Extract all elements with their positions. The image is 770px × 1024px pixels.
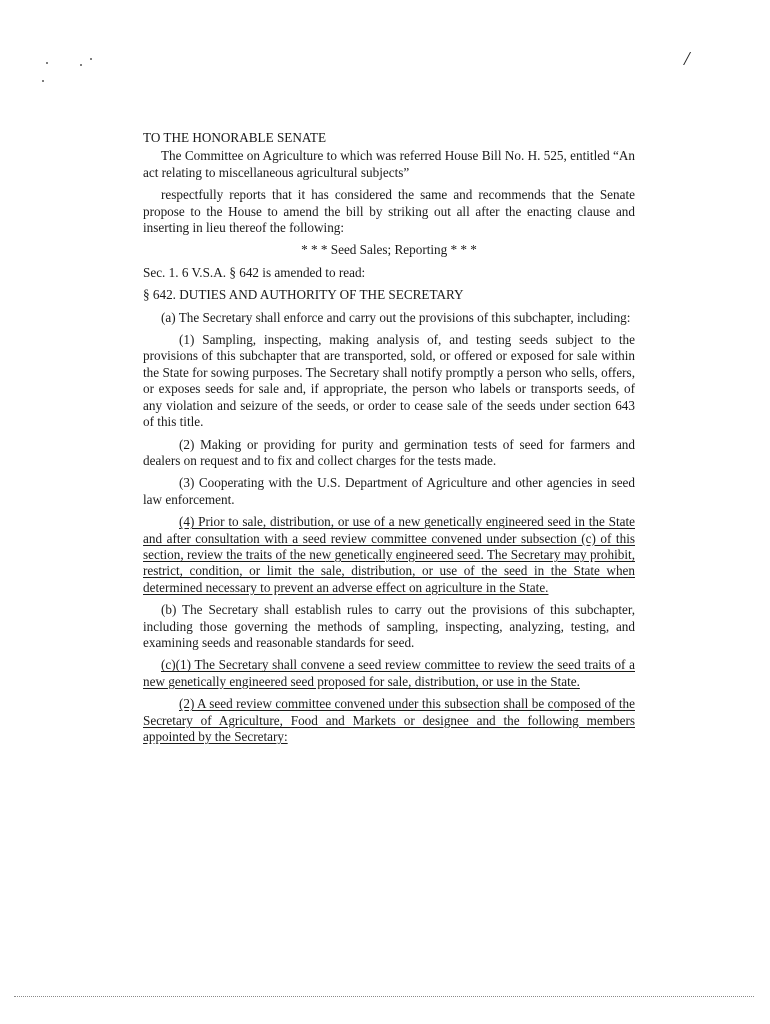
- section-title: * * * Seed Sales; Reporting * * *: [301, 242, 477, 258]
- scan-speck: [42, 80, 44, 82]
- para-c2: (2) A seed review committee convened under this subsection shall be composed of the Secretary of Agriculture, Food and Markets or designee and the following members appointed by the Secretary:: [143, 696, 635, 744]
- item-2: (2) Making or providing for purity and germination tests of seed for farmers and dealers on request and to fix and collect charges for the tests made.: [143, 436, 635, 468]
- scan-artifact-line: [14, 996, 754, 997]
- para-c1: (c)(1) The Secretary shall convene a seed review committee to review the seed traits of a new genetically engineered seed proposed for sale, distribution, or use in the State.: [143, 657, 635, 689]
- item-1: (1) Sampling, inspecting, making analysis of, and testing seeds subject to the provisions of this subchapter that are transported, sold, or offered or exposed for sale within the State for sowing purposes. The Secretary shall notify promptly a person who sells, offers, or exposes seeds for sale and, if appropriate, the person who labels or transports seeds, of any violation and seizure of the seeds, or order to cease sale of the seeds under section 643 of this title.: [143, 332, 635, 430]
- para-b: (b) The Secretary shall establish rules to carry out the provisions of this subchapter, including those governing the methods of sampling, inspecting, analyzing, testing, and examining seeds and reasonable standards for seed.: [143, 602, 635, 650]
- scan-speck: [90, 58, 92, 60]
- report-paragraph: respectfully reports that it has considered the same and recommends that the Senate propose to the House to amend the bill by striking out all after the enacting clause and inserting in lieu thereof the following:: [143, 187, 635, 236]
- page-mark: /: [684, 48, 690, 70]
- item-4: (4) Prior to sale, distribution, or use of a new genetically engineered seed in the State and after consultation with a seed review committee convened under subsection (c) of this section, review the traits of the new genetically engineered seed. The Secretary may prohibit, restrict, condition, or limit the sale, distribution, or use of the seed in the State when determined necessary to prevent an adverse effect on agriculture in the State.: [143, 514, 635, 595]
- intro-paragraph: The Committee on Agriculture to which was referred House Bill No. H. 525, entitled “An act relating to miscellaneous agricultural subjects”: [143, 148, 635, 180]
- item-3: (3) Cooperating with the U.S. Department of Agriculture and other agencies in seed law enforcement.: [143, 475, 635, 507]
- document-body: [143, 130, 635, 751]
- scan-speck: [46, 62, 48, 64]
- salutation: TO THE HONORABLE SENATE: [143, 130, 327, 145]
- para-a: (a) The Secretary shall enforce and carry out the provisions of this subchapter, including:: [161, 309, 631, 325]
- scan-speck: [80, 64, 82, 66]
- sec1-line: Sec. 1. 6 V.S.A. § 642 is amended to read:: [143, 264, 366, 280]
- section-heading: § 642. DUTIES AND AUTHORITY OF THE SECRETARY: [143, 287, 464, 303]
